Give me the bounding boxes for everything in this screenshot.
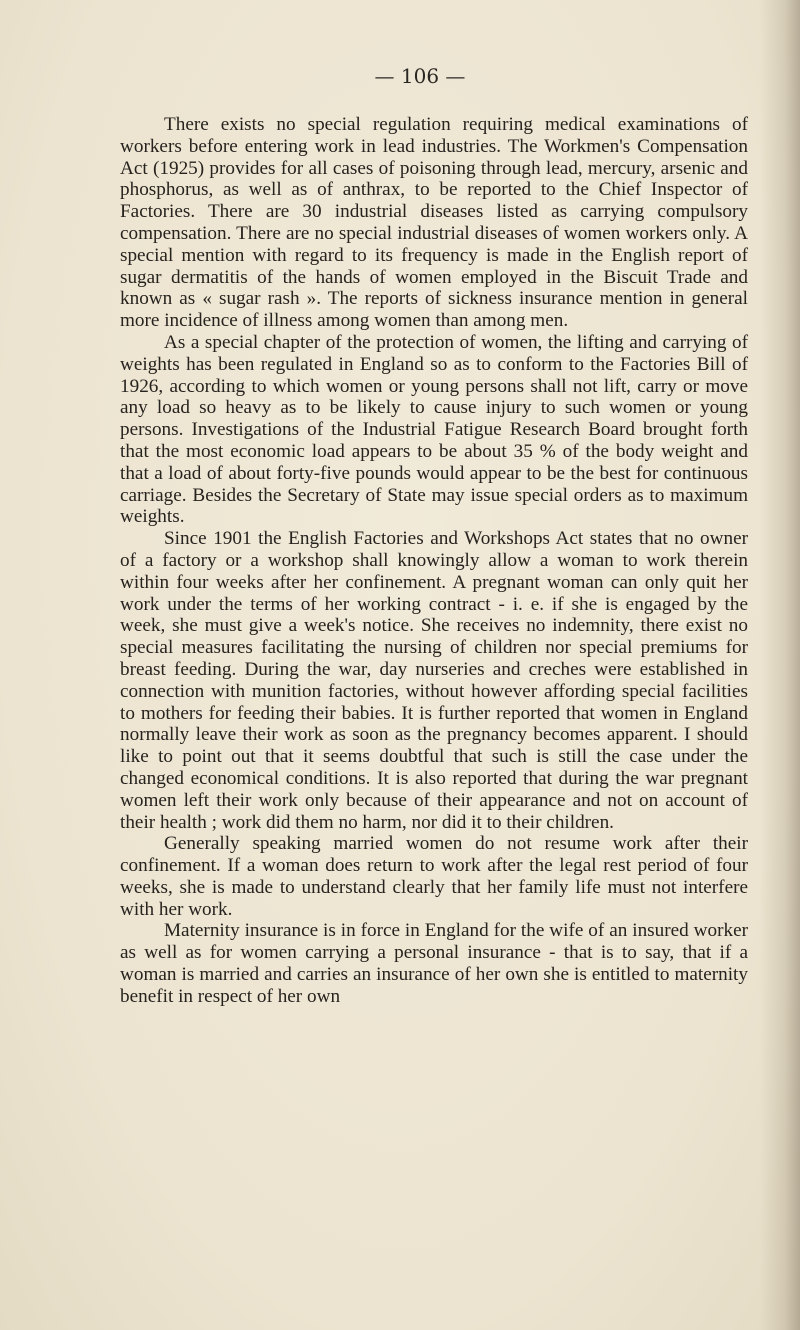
page-number: — 106 — <box>374 64 466 88</box>
body-text <box>120 114 748 1008</box>
paragraph-2: As a special chapter of the protection of women, the lifting and carrying of weights has been regulated in England so as to conform to the Factories Bill of 1926, according to which women or young persons shall not lift, carry or move any load so heavy as to be likely to cause injury to such women or young persons. Investigations of the Industrial Fatigue Research Board brought forth that the most economic load appears to be about 35 % of the body weight and that a load of about forty-five pounds would appear to be the best for continuous carriage. Besides the Secretary of State may issue special orders as to maximum weights. <box>120 331 748 528</box>
paragraph-4: Generally speaking married women do not resume work after their confinement. If a woman does return to work after the legal rest period of four weeks, she is made to understand clearly that her family life must not interfere with her work. <box>120 833 748 920</box>
paragraph-3: Since 1901 the English Factories and Workshops Act states that no owner of a factory or a workshop shall knowingly allow a woman to work therein within four weeks after her confinement. A pregnant woman can only quit her work under the terms of her working contract - i. e. if she is engaged by the week, she must give a week's notice. She receives no indemnity, there exist no special measures facilitating the nursing of children nor special premiums for breast feeding. During the war, day nurseries and creches were established in connection with munition factories, without however affording special facilities to mothers for feeding their babies. It is further reported that women in England normally leave their work as soon as the pregnancy becomes apparent. I should like to point out that it seems doubtful that such is still the case under the changed economical conditions. It is also reported that during the war pregnant women left their work only because of their appearance and not on account of their health ; work did them no harm, nor did it to their children. <box>120 528 748 833</box>
paragraph-5: Maternity insurance is in force in England for the wife of an insured worker as well as for women carrying a personal insurance - that is to say, that if a woman is married and carries an insurance of her own she is entitled to maternity benefit in respect of her own <box>120 920 748 1007</box>
paragraph-1: There exists no special regulation requiring medical examinations of workers before entering work in lead industries. The Workmen's Compensation Act (1925) provides for all cases of poisoning through lead, mercury, arsenic and phosphorus, as well as of anthrax, to be reported to the Chief Inspector of Factories. There are 30 industrial diseases listed as carrying compulsory compensation. There are no special industrial diseases of women workers only. A special mention with regard to its frequency is made in the English report of sugar dermatitis of the hands of women employed in the Biscuit Trade and known as « sugar rash ». The reports of sickness insurance mention in general more incidence of illness among women than among men. <box>120 114 748 332</box>
